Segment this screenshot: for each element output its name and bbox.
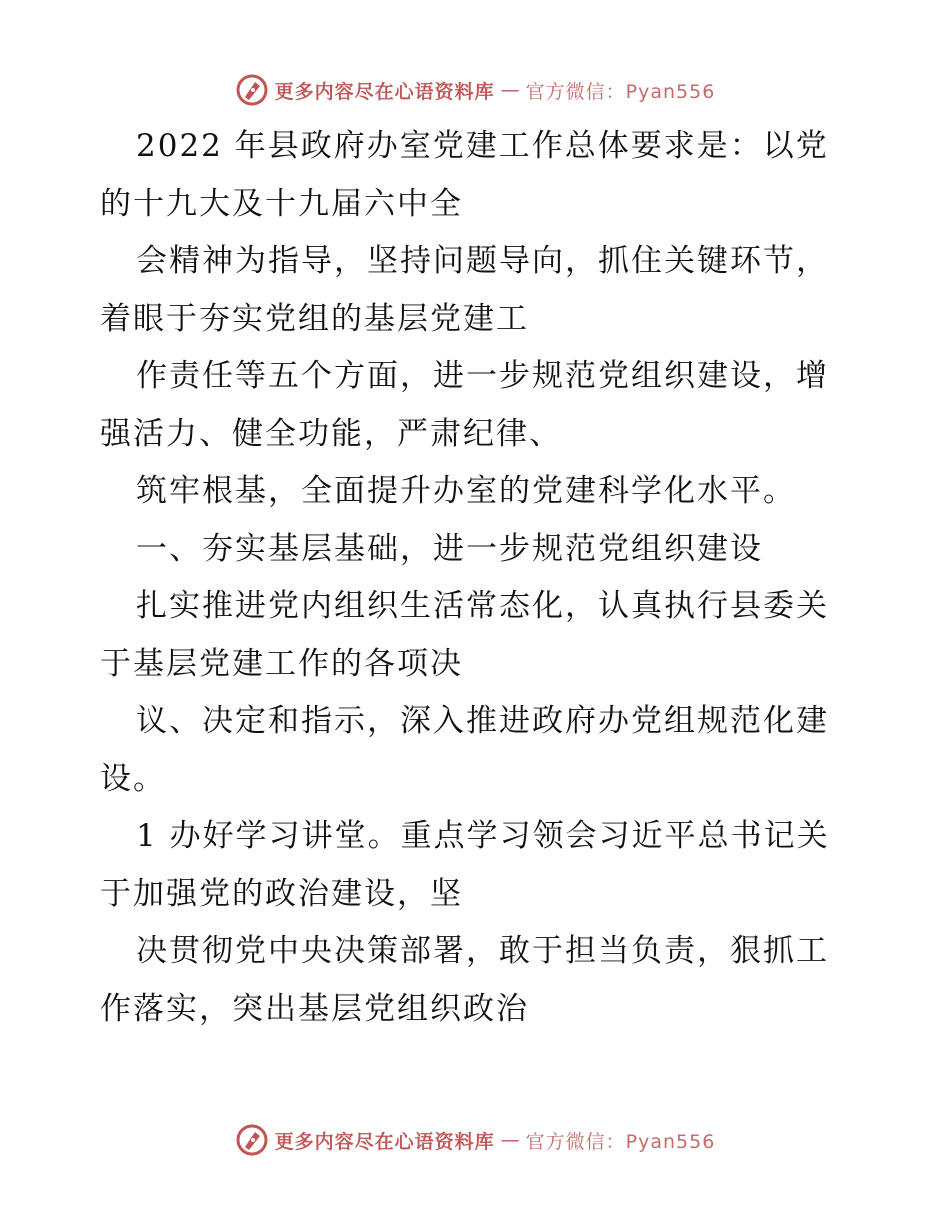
paragraph: 会精神为指导，坚持问题导向，抓住关键环节，着眼于夯实党组的基层党建工 [100, 243, 829, 337]
paragraph: 作责任等五个方面，进一步规范党组织建设，增强活力、健全功能，严肃纪律、 [100, 358, 829, 452]
pen-nib-circle-icon [235, 73, 269, 107]
paragraph: 扎实推进党内组织生活常态化，认真执行县委关于基层党建工作的各项决 [100, 588, 829, 682]
paragraph: 决贯彻党中央决策部署，敢于担当负责，狠抓工作落实，突出基层党组织政治 [100, 933, 829, 1027]
section-heading: 一、夯实基层基础，进一步规范党组织建设 [136, 530, 763, 567]
pen-nib-circle-icon [235, 1123, 269, 1157]
footer-watermark [0, 1122, 950, 1158]
watermark-dash: — [500, 1129, 520, 1151]
watermark-main-text: 更多内容尽在心语资料库 [274, 80, 495, 103]
paragraph: 2022 年县政府办室党建工作总体要求是：以党的十九大及十九届六中全 [100, 128, 829, 222]
watermark-main-text: 更多内容尽在心语资料库 [274, 1130, 495, 1153]
watermark-sub-text: 官方微信：Pyan556 [525, 1130, 716, 1153]
paragraph: 议、决定和指示，深入推进政府办党组规范化建设。 [100, 703, 829, 797]
paragraph: 1 办好学习讲堂。重点学习领会习近平总书记关于加强党的政治建设，坚 [100, 818, 830, 912]
document-body [100, 118, 860, 1038]
watermark-sub-text: 官方微信：Pyan556 [525, 80, 716, 103]
paragraph: 筑牢根基，全面提升办室的党建科学化水平。 [136, 473, 796, 509]
watermark-dash: — [500, 79, 520, 101]
header-watermark [0, 72, 950, 108]
